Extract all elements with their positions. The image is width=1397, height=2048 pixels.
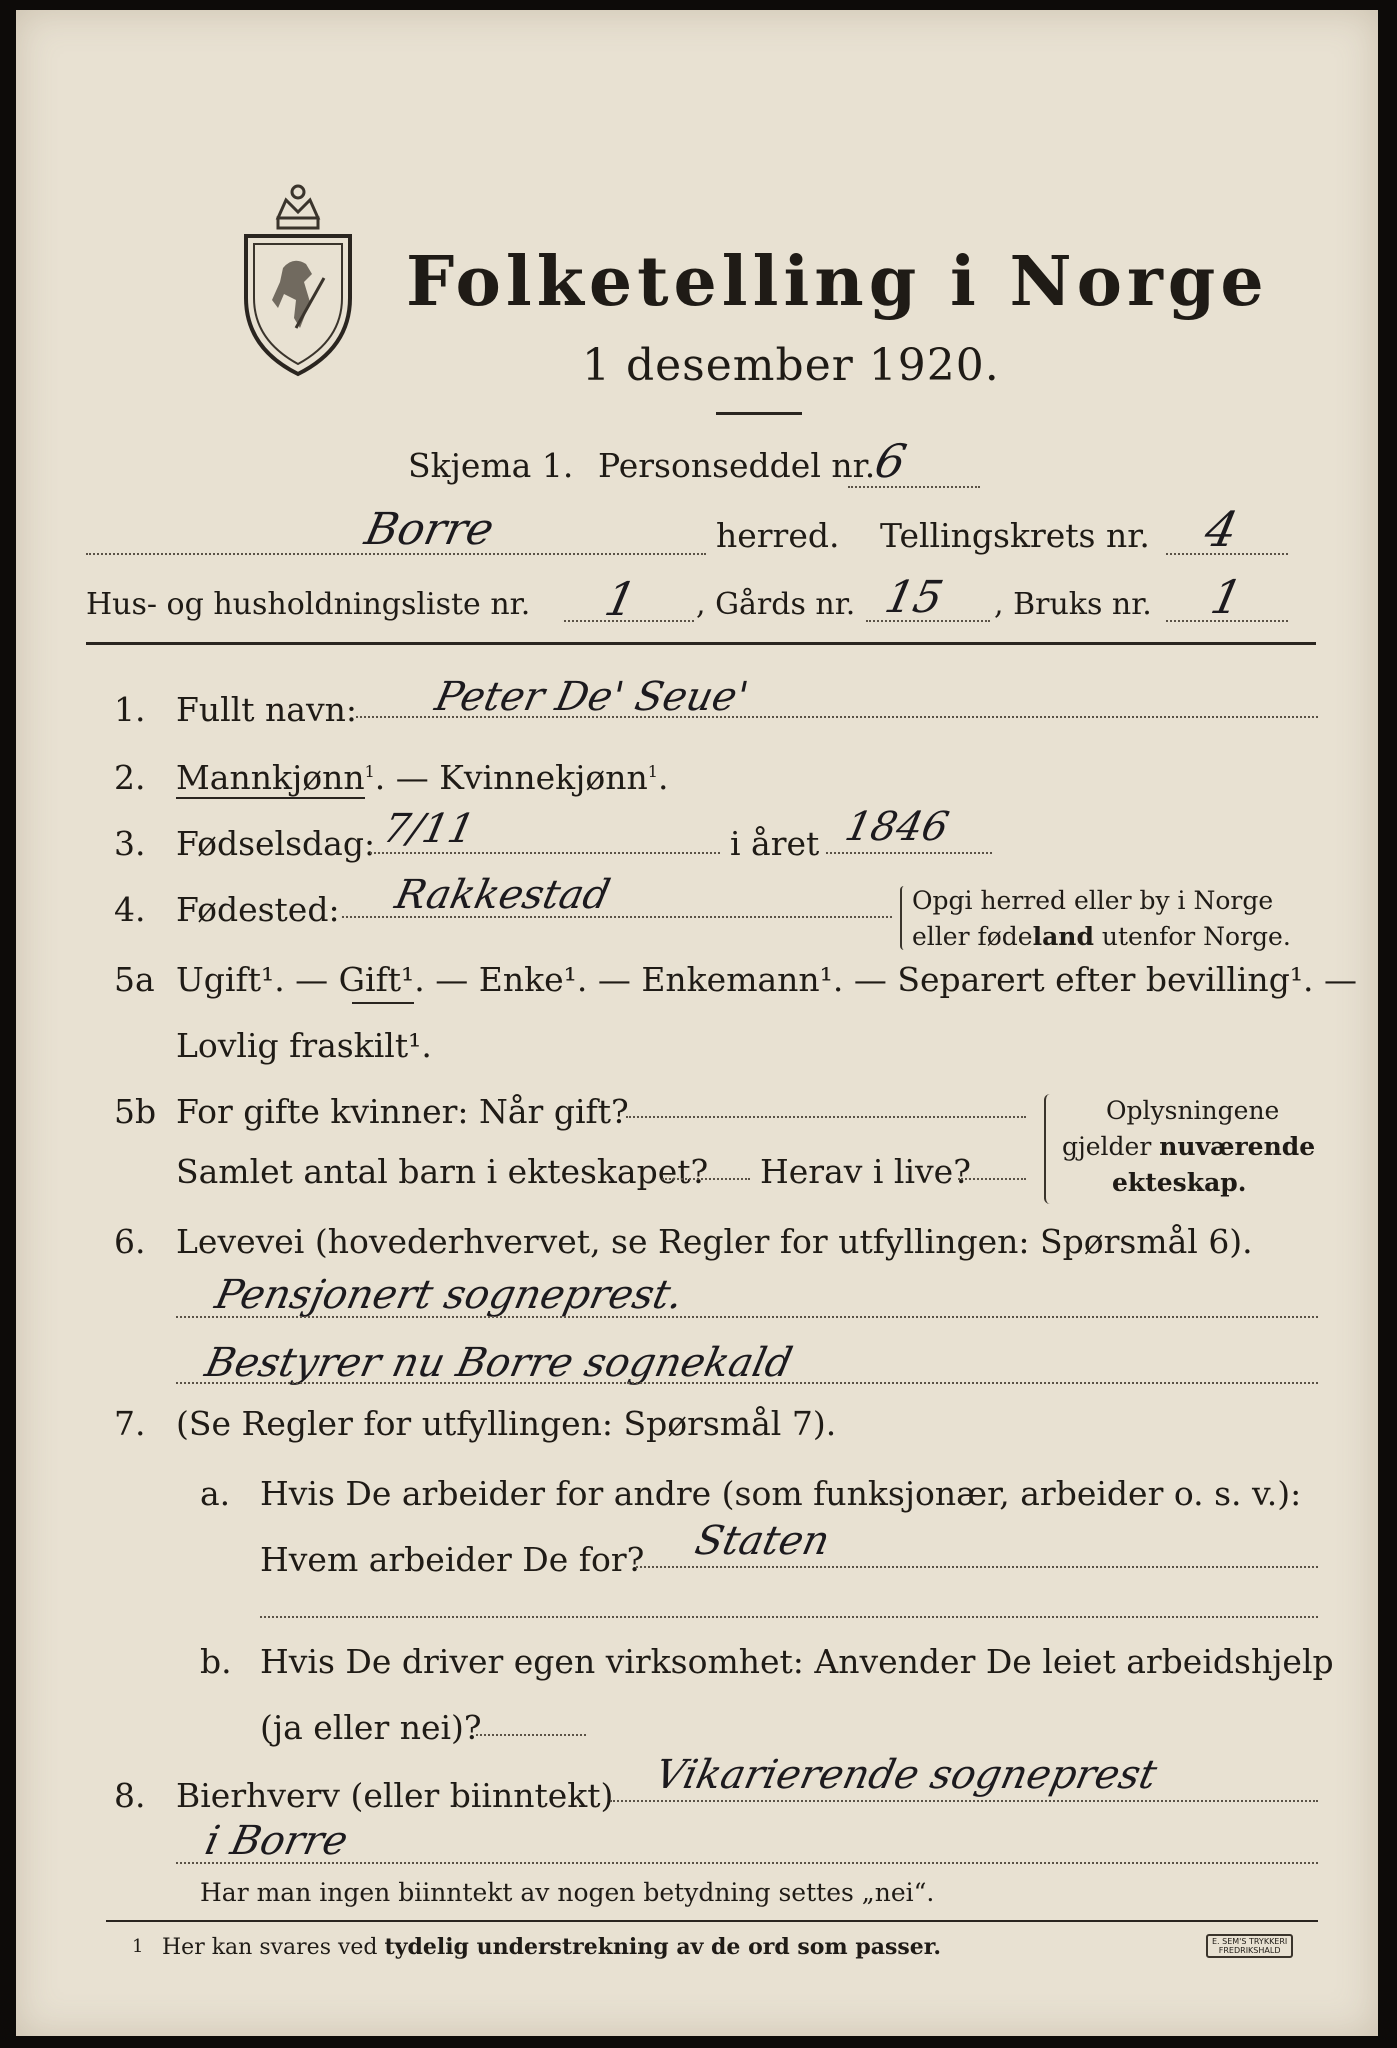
footnote-text: Her kan svares ved tydelig understrekning av de ord som passer. [162,1934,942,1960]
form-title: Folketelling i Norge [406,242,1269,322]
q4-number: 4. [114,890,146,929]
kvinnekjonn-option[interactable]: Kvinnekjønn [439,758,648,797]
fodested-label: Fødested: [176,890,340,929]
gards-label: , Gårds nr. [696,587,856,622]
bruks-label: , Bruks nr. [994,587,1152,622]
husliste-value[interactable]: 1 [600,572,642,626]
printer-stamp-line1: E. SEM'S TRYKKERI [1212,1937,1288,1946]
fodselsar-value[interactable]: 1846 [841,804,953,850]
tellingskrets-value[interactable]: 4 [1200,502,1243,558]
fullt-navn-label: Fullt navn: [176,690,357,729]
tellingskrets-label: Tellingskrets nr. [880,516,1150,555]
q1-number: 1. [114,690,146,729]
fodselsdag-value[interactable]: 7/11 [379,806,479,852]
footnote-rule [106,1920,1318,1922]
bruks-value[interactable]: 1 [1206,570,1248,624]
ekteskap-note-line3: ekteskap. [1112,1168,1247,1197]
hvem-arbeider-value[interactable]: Staten [691,1518,834,1564]
levevei-value-line2[interactable]: Bestyrer nu Borre sognekald [201,1340,797,1386]
antal-barn-label: Samlet antal barn i ekteskapet? [176,1152,709,1191]
levevei-label: Levevei (hovederhvervet, se Regler for utfyllingen: Spørsmål 6). [176,1222,1253,1261]
i-aret-label: i året [730,824,820,863]
herred-label: herred. [716,516,840,555]
bierhverv-label: Bierhverv (eller biinntekt) [176,1776,614,1815]
printer-stamp [1206,1934,1293,1958]
kjonn-end: . [657,758,669,797]
q6-number: 6. [114,1222,146,1261]
census-date: 1 desember 1920. [582,340,1000,391]
q3-number: 3. [114,824,146,863]
q7-label: (Se Regler for utfyllingen: Spørsmål 7). [176,1404,837,1443]
q7b-question: Hvis De driver egen virksomhet: Anvender De leiet arbeidshjelp [260,1642,1334,1681]
lovlig-fraskilt-option[interactable]: Lovlig fraskilt¹. [176,1026,432,1065]
skjema-label: Skjema 1. [408,446,574,485]
q7a-letter: a. [200,1474,231,1513]
header-rule [86,642,1316,645]
q7b-letter: b. [200,1642,232,1681]
hvem-arbeider-label: Hvem arbeider De for? [260,1540,645,1579]
bierhverv-value-line1[interactable]: Vikarierende sogneprest [651,1752,1161,1798]
ekteskap-note-brace [1044,1094,1054,1204]
nar-gift-label: For gifte kvinner: Når gift? [176,1092,629,1131]
norwegian-coat-of-arms-icon [238,178,358,378]
sivilstand-options[interactable]: Ugift¹. — Gift¹. — Enke¹. — Enkemann¹. — Separert efter bevilling¹. — [176,960,1358,999]
biinntekt-note: Har man ingen biinntekt av nogen betydning settes „nei“. [200,1878,935,1907]
personseddel-label: Personseddel nr. [598,446,876,485]
fodselsdag-label: Fødselsdag: [176,824,376,863]
ekteskap-note-line2: gjelder nuværende [1062,1132,1316,1161]
q7-number: 7. [114,1404,146,1443]
fullt-navn-value[interactable]: Peter De' Seue' [431,674,753,720]
q5a-number: 5a [114,960,155,999]
printer-stamp-line2: FREDRIKSHALD [1218,1946,1281,1955]
husliste-label: Hus- og husholdningsliste nr. [86,587,531,622]
kjonn-separator: . — [374,758,440,797]
herred-value[interactable]: Borre [360,504,499,555]
gift-underline [352,1002,414,1004]
fodested-note-line2: eller fødeland utenfor Norge. [912,922,1291,951]
levevei-value-line1[interactable]: Pensjonert sogneprest. [211,1272,688,1318]
fodested-note-line1: Opgi herred eller by i Norge [912,886,1274,915]
footnote-mark: 1 [132,1936,144,1957]
fodested-note-brace [900,886,908,950]
q5b-number: 5b [114,1092,157,1131]
personseddel-value[interactable]: 6 [870,434,912,488]
bierhverv-value-line2[interactable]: i Borre [201,1818,352,1864]
gards-value[interactable]: 15 [880,572,948,623]
fodested-value[interactable]: Rakkestad [391,872,614,918]
census-form-sheet [16,10,1378,2036]
herav-i-live-label: Herav i live? [760,1152,971,1191]
q7a-question: Hvis De arbeider for andre (som funksjonær, arbeider o. s. v.): [260,1474,1302,1513]
mannkjonn-option[interactable]: Mannkjønn [176,758,365,797]
title-divider [716,412,802,415]
q2-number: 2. [114,758,146,797]
ja-eller-nei-label: (ja eller nei)? [260,1708,482,1747]
ekteskap-note-line1: Oplysningene [1106,1096,1280,1125]
q8-number: 8. [114,1776,146,1815]
kjonn-line: Mannkjønn$^1$. — Kvinnekjønn$^1$. [176,758,669,797]
